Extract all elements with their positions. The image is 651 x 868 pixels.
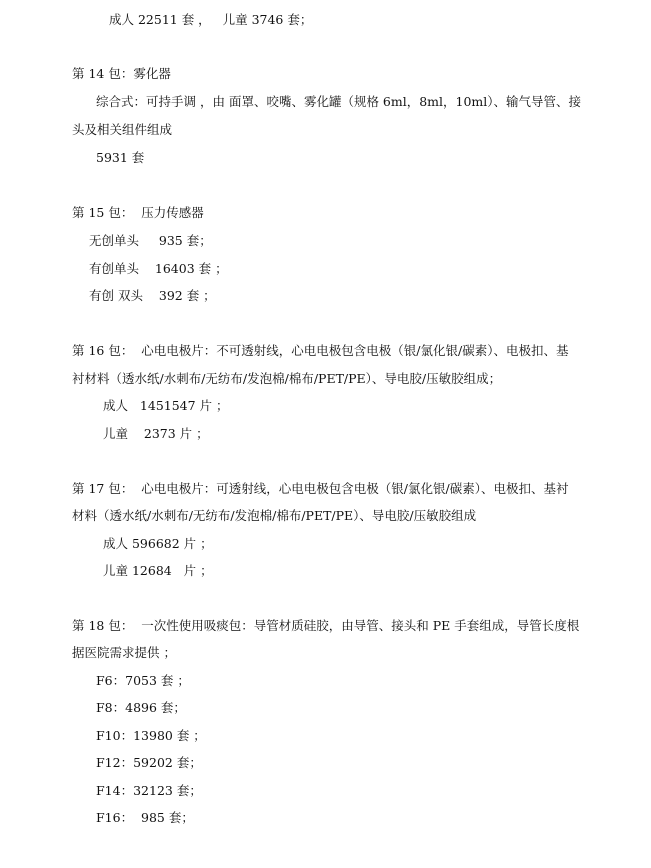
- text-line: F6：7053 套 ；: [96, 673, 190, 688]
- text-line: 衬材料（透水纸/水刺布/无纺布/发泡棉/棉布/PET/PE）、导电胶/压敏胶组成；: [72, 371, 502, 386]
- text-line: 5931 套: [96, 150, 145, 165]
- text-line: 综合式：可持手调 ，由 面罩、咬嘴、雾化罐（规格 6ml，8ml，10ml）、输气导管、接: [96, 94, 582, 109]
- text-line: 据医院需求提供 ；: [72, 645, 176, 660]
- text-line: 有创 双头 392 套 ；: [89, 288, 216, 303]
- text-line: F12：59202 套；: [96, 755, 202, 770]
- text-line: 儿童 12684 片 ；: [103, 563, 213, 578]
- section-heading: 第 15 包： 压力传感器: [72, 205, 204, 220]
- text-line: 儿童 2373 片 ；: [103, 426, 209, 441]
- section-heading: 第 18 包： 一次性使用吸痰包：导管材质硅胶，由导管、接头和 PE 手套组成，导管长度根: [72, 618, 580, 633]
- text-line: 材料（透水纸/水刺布/无纺布/发泡棉/棉布/PET/PE）、导电胶/压敏胶组成: [72, 508, 477, 523]
- text-line: F10：13980 套 ；: [96, 728, 206, 743]
- text-line: 成人 596682 片 ；: [103, 536, 213, 551]
- text-line: 无创单头 935 套；: [89, 233, 212, 248]
- text-line: F14：32123 套；: [96, 783, 202, 798]
- section-heading: 第 14 包：雾化器: [72, 66, 171, 81]
- section-heading: 第 16 包： 心电电极片：不可透射线，心电电极包含电极（银/氯化银/碳素）、电极扣、基: [72, 343, 569, 358]
- text-line: F8：4896 套；: [96, 700, 186, 715]
- text-line: 成人 22511 套 ， 儿童 3746 套；: [109, 12, 313, 27]
- text-line: F16： 985 套；: [96, 810, 194, 825]
- text-line: 成人 1451547 片 ；: [103, 398, 229, 413]
- text-line: 有创单头 16403 套 ；: [89, 261, 228, 276]
- text-line: 头及相关组件组成: [72, 122, 173, 137]
- section-heading: 第 17 包： 心电电极片：可透射线，心电电极包含电极（银/氯化银/碳素）、电极扣、基衬: [72, 481, 569, 496]
